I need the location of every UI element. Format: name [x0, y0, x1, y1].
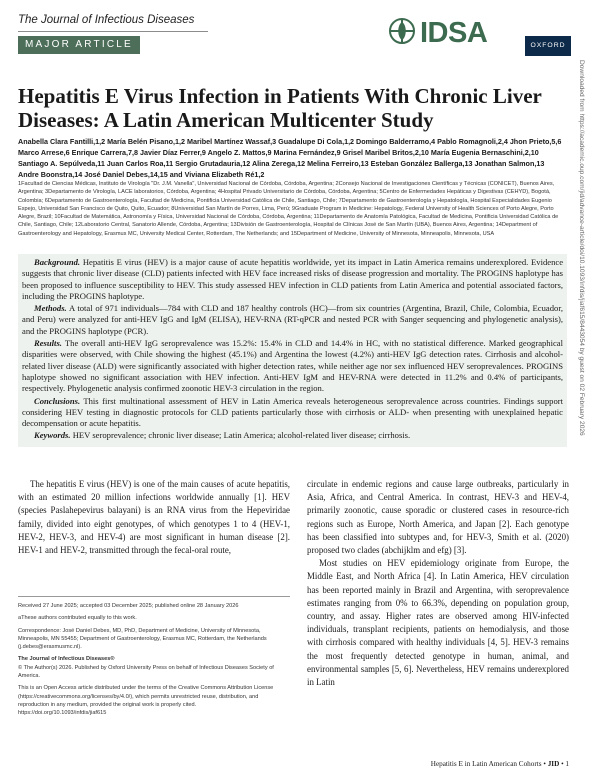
- abstract-keywords-text: HEV seroprevalence; chronic liver disease; Latin America; alcohol-related liver disease; cirrhosis.: [72, 430, 411, 441]
- journal-name: The Journal of Infectious Diseases: [18, 14, 195, 26]
- article-type-banner: MAJOR ARTICLE: [18, 36, 140, 54]
- license: This is an Open Access article distributed under the terms of the Creative Commons Attribution License (https://creativecommons.org/licenses/by/4.0/), which permits unrestricted reuse, distribution, and reproduction in any medium, provided the original work is properly cited.: [18, 685, 274, 708]
- page-number: 1: [565, 760, 569, 768]
- abstract-results: [22, 338, 563, 394]
- footnote-divider: [18, 596, 290, 597]
- idsa-logo-text: IDSA: [420, 17, 488, 49]
- abstract-methods: [22, 303, 563, 337]
- abstract-methods-heading: Methods.: [34, 303, 67, 314]
- abstract-background: [22, 257, 563, 302]
- journal-abbreviation: JID: [547, 760, 560, 768]
- download-notice: Downloaded from https://academic.oup.com/jid/advance-article/doi/10.1093/infdis/jiaf615/8443054 by guest on 02 February 2026: [578, 60, 585, 436]
- affiliations: 1Facultad de Ciencias Médicas, Instituto de Virología "Dr. J.M. Vanella", Universidad Nacional de Córdoba, Córdoba, Argentina; 2Consejo Nacional de Investigaciones Científicas y Técnicas (CONICET), Buenos Aires, Argentina; 3Departamento de Virología, LACE laboratorios, Córdoba, Argentina; 4Hospital Privado Universitario de Córdoba, Córdoba, Argentina; 5Centro de Enfermedades Hepáticas y Digestivas (CEHYD), Bogotá, Colombia; 6Departamento de Gastroenterología, Facultad de Medicina, Pontificia Universidad Católica de Chile, Santiago, Chile; 7Departamento de Gastroenterología y Hepatología, Hospital Especialidades Eugenio Espejo, Universidad San Francisco de Quito, Quito, Ecuador; 8Universidad San Martín de Porres, Lima, Perú; 9Graduate Program in Medicine: Hepatology, Federal University of Health Sciences of Porto Alegre, Porto Alegre, Brazil; 10Facultad de Matemática, Astronomía y Física, Universidad Nacional de Córdoba, Córdoba, Argentina; 11Departamento de Anatomía Patológica, Facultad de Medicina, Pontificia Universidad Católica de Chile, Santiago, Chile; 12Laboratorio Central, Sanatorio Allende, Córdoba, Argentina; 13División de Gastroenterología, Hospital de Clínicas José de San Martín (UBA), Buenos Aires, Argentina; 14Department of Gastroenterology and Hepatology, Erasmus MC, University Medical Center, Rotterdam, The Netherlands; and 15Department of Medicine, University of Minnesota, Minneapolis, Minnesota, USA: [18, 181, 559, 237]
- author-list: Anabella Clara Fantilli,1,2 María Belén Pisano,1,2 Maribel Martínez Wassaf,3 Guadalupe Di Cola,1,2 Domingo Balderramo,4 Pablo Romagnoli,2,4 Jhon Prieto,5,6 Marco Arrese,6 Enrique Carrera,7,8 Javier Díaz Ferrer,9 Angelo Z. Mattos,9 Marina Fernández,9 Grisel Maribel Britos,2,10 María Eugenia Bernaschini,2,10 Santiago A. Sepúlveda,11 Juan Carlos Roa,11 Sergio Grutadauria,12 Alina Zerega,12 Melina Ferreiro,13 Esteban González Ballerga,13 Jonathan Salmon,13 Andre Boonstra,14 José Daniel Debes,14,15 and Viviana Elizabeth Ré1,2: [18, 137, 562, 179]
- doi-link[interactable]: https://doi.org/10.1093/infdis/jiaf615: [18, 710, 107, 717]
- abstract-results-text: The overall anti-HEV IgG seroprevalence was 15.2%: 15.4% in CLD and 14.4% in HC, with no statistical difference. Marked geographical disparities were observed, with Chile showing the highest (45.1%) and Argentina the lowest (4.2%) anti-HEV IgG detection rates. Cirrhosis and alcohol-related liver disease (ALD) were significantly associated with higher detection rates, while neither age nor sex influenced HEV seroprevalences. PROGINS haplotype showed no significant association with HEV infection. Anti-HEV IgM and HEV-RNA were detected in 11.2% and 0.4% of participants, respectively. Phylogenetic analysis confirmed zoonotic HEV-3 circulation in the region.: [22, 338, 564, 394]
- abstract-methods-text: A total of 971 individuals—784 with CLD and 187 healthy controls (HC)—from six countries (Argentina, Brazil, Chile, Colombia, Ecuador, and Peru) were analyzed for anti-HEV IgG and IgM (ELISA), HEV-RNA (RT-qPCR and nested PCR with Sanger sequencing and phylogenetic analysis), and the PROGINS haplotype (PCR).: [22, 303, 563, 336]
- abstract-results-heading: Results.: [34, 338, 62, 349]
- idsa-emblem-icon: [390, 19, 414, 43]
- copyright: © The Author(s) 2026. Published by Oxford University Press on behalf of Infectious Diseases Society of America.: [18, 664, 274, 680]
- body-paragraph: The hepatitis E virus (HEV) is one of the main causes of acute hepatitis, with an estimated 20 million infections worldwide annually [1]. HEV (species Paslahepevirus balayani) is an RNA virus from the Hepeviridae family, divided into eight genotypes, of which genotypes 1 to 4 (HEV-1, HEV-2, HEV-3, and HEV-4) are most significant in human disease [2]. HEV-1 and HEV-2, transmitted through the fecal-oral route,: [18, 479, 290, 556]
- abstract-conclusions: [22, 396, 563, 430]
- received-dates: Received 27 June 2025; accepted 03 December 2025; published online 28 January 2026: [18, 603, 239, 609]
- idsa-logo[interactable]: [388, 12, 508, 50]
- article-footnote: [18, 602, 290, 718]
- article-title: Hepatitis E Virus Infection in Patients With Chronic Liver Diseases: A Latin American Multicenter Study: [18, 84, 542, 132]
- abstract-keywords-heading: Keywords.: [34, 430, 71, 441]
- abstract-background-text: Hepatitis E virus (HEV) is a major cause of acute hepatitis worldwide, yet its impact in Latin America remains underexplored. Evidence suggests that chronic liver disease (CLD) patients infected with HEV face increased risks of disease progression and mortality. The PROGINS haplotype has been proposed to influence susceptibility to HEV. This study assessed HEV infection in CLD patients from Latin America and potential associated factors, including the PROGINS haplotype.: [22, 257, 564, 301]
- equal-contribution-note: aThese authors contributed equally to this work.: [18, 615, 137, 622]
- body-paragraph: circulate in endemic regions and cause large outbreaks, particularly in Asia, Africa, and Central America. In contrast, HEV-3 and HEV-4, primarily zoonotic, cause sporadic or clustered cases in resource-rich regions such as Europe, North America, and Japan [2]. Each genotype has been classified into subtypes and, for HEV-3, Smith et al. (2020) proposed two clades (abchijklm and efg) [3].: [307, 479, 569, 556]
- abstract-conclusions-text: This first multinational assessment of HEV in Latin America reveals heterogeneous seroprevalence across countries. Findings support considering HEV testing in diagnostic protocols for CLD patients particularly those with cirrhosis or ALD- when presenting with unexplained hepatic decompensation or acute hepatitis.: [22, 395, 563, 429]
- journal-line: The Journal of Infectious Diseases®: [18, 656, 115, 663]
- body-column-left: [18, 478, 290, 557]
- abstract-box: [18, 254, 567, 447]
- body-column-right: [307, 478, 569, 689]
- abstract-keywords: [22, 430, 563, 441]
- oxford-logo[interactable]: OXFORD: [525, 36, 571, 56]
- journal-divider: [18, 31, 208, 32]
- download-sidebar: [574, 60, 586, 580]
- abstract-background-heading: Background.: [34, 257, 81, 267]
- correspondence: Correspondence: José Daniel Debes, MD, PhD, Department of Medicine, University of Minnesota, Minneapolis, MN 55455; Department of Gastroenterology, Erasmus MC, Rotterdam, the Netherlands (j.debes@erasmusmc.nl).: [18, 627, 267, 651]
- body-paragraph: Most studies on HEV epidemiology originate from Europe, the Middle East, and North Africa [4]. In Latin America, HEV circulation has been reported mainly in Brazil and Argentina, with seroprevalence estimates ranging from 0% to 66.3%, depending on population group, country, and assay. Higher rates are observed among HIV-infected individuals, transplant recipients, patients on hemodialysis, and those with cirrhosis compared with healthy individuals [4, 5]. HEV-3 remains the most frequently detected genotype in human, animal, and environmental samples [5, 6]. Nevertheless, HEV remains underexplored in Latin: [307, 558, 569, 688]
- page-footer: Hepatitis E in Latin American Cohorts • JID • 1: [430, 760, 569, 768]
- abstract-conclusions-heading: Conclusions.: [34, 395, 81, 406]
- running-title: Hepatitis E in Latin American Cohorts: [430, 760, 542, 768]
